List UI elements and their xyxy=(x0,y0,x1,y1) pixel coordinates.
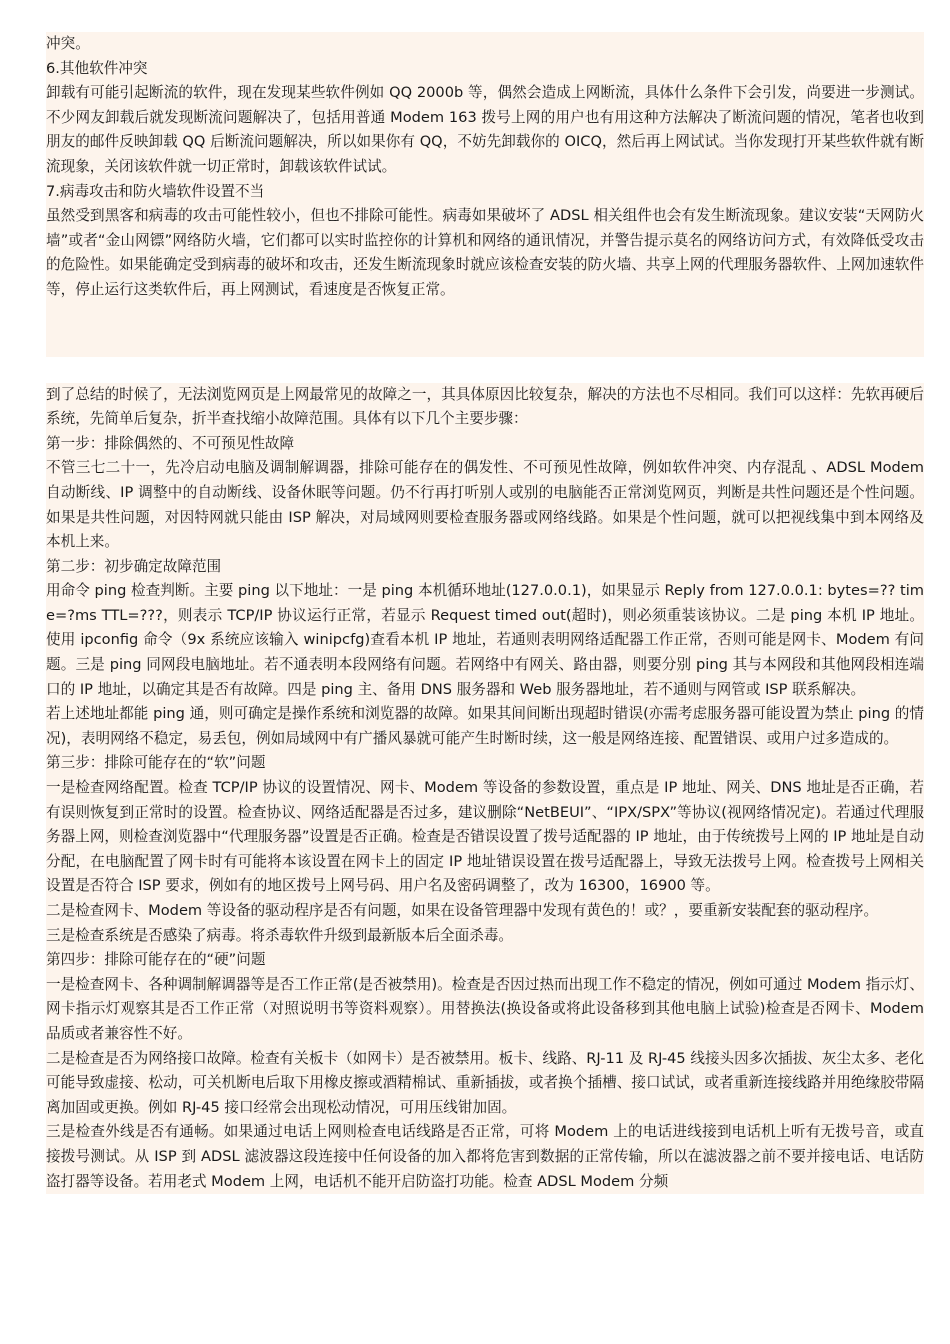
paragraph-step-3-drivers: 二是检查网卡、Modem 等设备的驱动程序是否有问题，如果在设备管理器中发现有黄色的！或？，要重新安装配套的驱动程序。 xyxy=(46,902,879,919)
paragraph-virus-firewall: 虽然受到黑客和病毒的攻击可能性较小，但也不排除可能性。病毒如果破坏了 ADSL 相关组件也会有发生断流现象。建议安装“天网防火墙”或者“金山网镖”网络防火墙，它们都可以实时监控你的计算机和网络的通讯情况，并警告提示莫名的网络访问方式，有效降低受攻击的危险性。如果能确定受到病毒的破坏和攻击，还发生断流现象时就应该检查安装的防火墙、共享上网的代理服务器软件、上网加速软件等，停止运行这类软件后，再上网测试，看速度是否恢复正常。 xyxy=(46,207,924,298)
summary-section-block xyxy=(46,383,924,1195)
paragraph-step-2-ping: 用命令 ping 检查判断。主要 ping 以下地址：一是 ping 本机循环地址(127.0.0.1)，如果显示 Reply from 127.0.0.1: bytes=?? time=?ms TTL=???，则表示 TCP/IP 协议运行正常，若显示 Request timed out(超时)，则必须重装该协议。二是 ping 本机 IP 地址。使用 ipconfig 命令（9x 系统应该输入 winipcfg)查看本机 IP 地址，若通则表明网络适配器工作正常，否则可能是网卡、Modem 有问题。三是 ping 同网段电脑地址。若不通表明本段网络有问题。若网络中有网关、路由器，则要分别 ping 其与本网段和其他网段相连端口的 IP 地址，以确定其是否有故障。四是 ping 主、备用 DNS 服务器和 Web 服务器地址，若不通则与网管或 ISP 联系解决。 xyxy=(46,582,924,698)
previous-section-block xyxy=(46,32,924,357)
paragraph-step-3-network-config: 一是检查网络配置。检查 TCP/IP 协议的设置情况、网卡、Modem 等设备的参数设置，重点是 IP 地址、网关、DNS 地址是否正确，若有误则恢复到正常时的设置。检查协议、网络适配器是否过多，建议删除“NetBEUI”、“IPX/SPX”等协议(视网络情况定)。若通过代理服务器上网，则检查浏览器中“代理服务器”设置是否正确。检查是否错误设置了拨号适配器的 IP 地址，由于传统拨号上网的 IP 地址是自动分配，在电脑配置了网卡时有可能将本该设置在网卡上的固定 IP 地址错误设置在拨号适配器上，导致无法拨号上网。检查拨号上网相关设置是否符合 ISP 要求，例如有的地区拨号上网号码、用户名及密码调整了，改为 16300，16900 等。 xyxy=(46,779,924,895)
paragraph-step-3-virus: 三是检查系统是否感染了病毒。将杀毒软件升级到最新版本后全面杀毒。 xyxy=(46,926,514,944)
paragraph-step-4-devices: 一是检查网卡、各种调制解调器等是否工作正常(是否被禁用)。检查是否因过热而出现工作不稳定的情况，例如可通过 Modem 指示灯、网卡指示灯观察其是否工作正常（对照说明书等资料观察）。用替换法(换设备或将此设备移到其他电脑上试验)检查是否网卡、Modem 品质或者兼容性不好。 xyxy=(46,975,924,1042)
heading-step-2: 第二步：初步确定故障范围 xyxy=(46,557,222,575)
paragraph-conflict-end: 冲突。 xyxy=(46,35,90,52)
section-gap xyxy=(46,357,924,383)
paragraph-summary-intro: 到了总结的时候了，无法浏览网页是上网最常见的故障之一，其具体原因比较复杂，解决的方法也不尽相同。我们可以这样：先软再硬后系统，先简单后复杂，折半查找缩小故障范围。具体有以下几个主要步骤： xyxy=(46,385,924,428)
heading-step-1: 第一步：排除偶然的、不可预见性故障 xyxy=(46,434,295,452)
heading-virus-firewall: 7.病毒攻击和防火墙软件设置不当 xyxy=(46,182,265,200)
paragraph-step-2-result: 若上述地址都能 ping 通，则可确定是操作系统和浏览器的故障。如果其间间断出现超时错误(亦需考虑服务器可能设置为禁止 ping 的情况)，表明网络不稳定，易丢包，例如局域网中有广播风暴就可能产生时断时续，这一般是网络连接、配置错误、或用户过多造成的。 xyxy=(46,705,924,747)
heading-step-4: 第四步：排除可能存在的“硬”问题 xyxy=(46,951,266,969)
heading-step-3: 第三步：排除可能存在的“软”问题 xyxy=(46,754,266,772)
paragraph-software-conflict: 卸载有可能引起断流的软件，现在发现某些软件例如 QQ 2000b 等，偶然会造成上网断流，具体什么条件下会引发，尚要进一步测试。不少网友卸载后就发现断流问题解决了，包括用普通 Modem 163 拨号上网的用户也有用这种方法解决了断流问题的情况，笔者也收到朋友的邮件反映卸载 QQ 后断流问题解决，所以如果你有 QQ，不妨先卸载你的 OICQ，然后再上网试试。当你发现打开某些软件就有断流现象，关闭该软件就一切正常时，卸载该软件试试。 xyxy=(46,84,924,175)
paragraph-step-4-interface: 二是检查是否为网络接口故障。检查有关板卡（如网卡）是否被禁用。板卡、线路、RJ-11 及 RJ-45 线接头因多次插拔、灰尘太多、老化可能导致虚接、松动，可关机断电后取下用橡皮擦或酒精棉试、重新插拔，或者换个插槽、接口试试，或者重新连接线路并用绝缘胶带隔离加固或更换。例如 RJ-45 接口经常会出现松动情况，可用压线钳加固。 xyxy=(46,1049,924,1116)
paragraph-step-4-external-line: 三是检查外线是否有通畅。如果通过电话上网则检查电话线路是否正常，可将 Modem 上的电话进线接到电话机上听有无拨号音，或直接拨号测试。从 ISP 到 ADSL 滤波器这段连接中任何设备的加入都将危害到数据的正常传输，所以在滤波器之前不要并接电话、电话防盗打器等设备。若用老式 Modem 上网，电话机不能开启防盗打功能。检查 ADSL Modem 分频 xyxy=(46,1123,924,1190)
paragraph-step-1: 不管三七二十一，先冷启动电脑及调制解调器，排除可能存在的偶发性、不可预见性故障，例如软件冲突、内存混乱 、ADSL Modem 自动断线、IP 调整中的自动断线、设备休眠等问题。仍不行再打听别人或别的电脑能否正常浏览网页，判断是共性问题还是个性问题。如果是共性问题，对因特网就只能由 ISP 解决，对局域网则要检查服务器或网络线路。如果是个性问题，就可以把视线集中到本网络及本机上来。 xyxy=(46,459,924,551)
heading-software-conflict: 6.其他软件冲突 xyxy=(46,59,148,77)
